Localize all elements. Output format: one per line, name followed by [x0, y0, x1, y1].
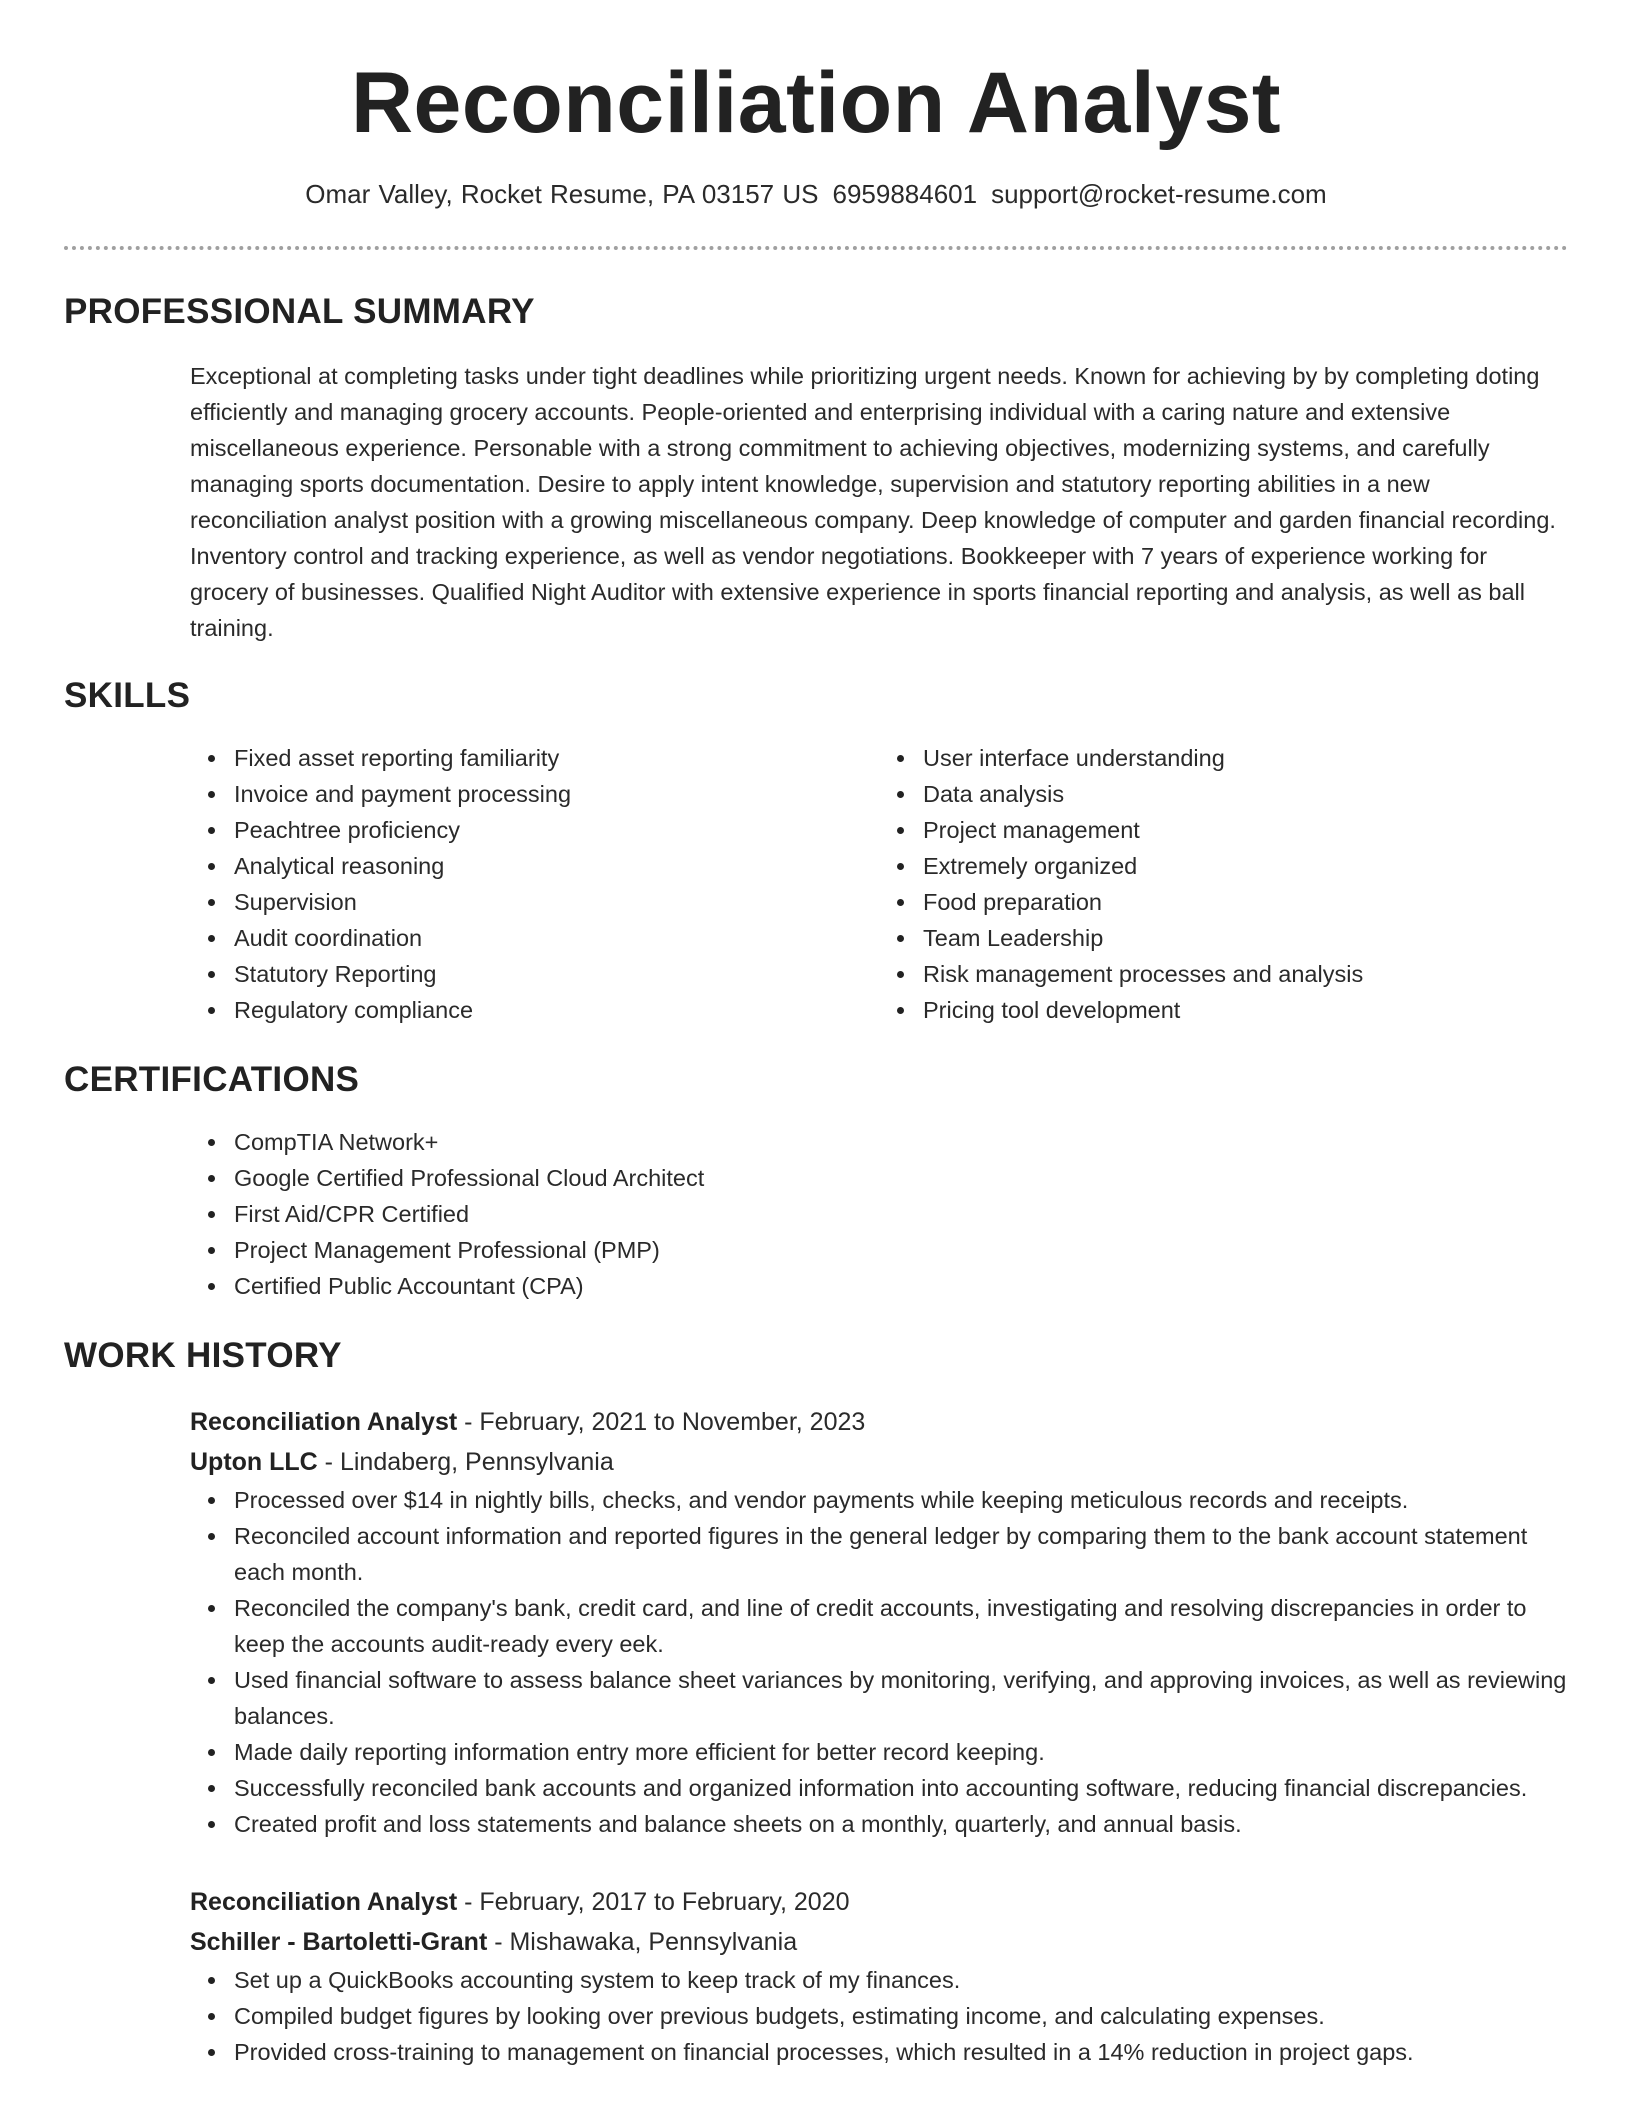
job-entry: [190, 1882, 1568, 2070]
contact-phone: 6959884601: [832, 178, 978, 209]
job-bullet: Made daily reporting information entry more efficient for better record keeping.: [234, 1734, 1568, 1770]
job-bullet: Reconciled account information and reported figures in the general ledger by comparing them to the bank account statement each month.: [234, 1518, 1568, 1590]
job-role: Reconciliation Analyst: [190, 1887, 458, 1916]
certification-item: Google Certified Professional Cloud Architect: [234, 1160, 1568, 1196]
contact-line: [64, 179, 1568, 210]
job-bullet: Compiled budget figures by looking over previous budgets, estimating income, and calculating expenses.: [234, 1998, 1568, 2034]
skill-item: Extremely organized: [923, 848, 1568, 884]
job-bullet: Created profit and loss statements and balance sheets on a monthly, quarterly, and annual basis.: [234, 1806, 1568, 1842]
certification-item: Project Management Professional (PMP): [234, 1232, 1568, 1268]
skill-item: Data analysis: [923, 776, 1568, 812]
contact-email: support@rocket-resume.com: [991, 178, 1327, 209]
job-entry: [190, 1402, 1568, 1842]
header-divider: [64, 246, 1568, 250]
job-bullets: [190, 1962, 1568, 2070]
skill-item: Food preparation: [923, 884, 1568, 920]
skill-item: Statutory Reporting: [234, 956, 879, 992]
skill-item: Peachtree proficiency: [234, 812, 879, 848]
skill-item: User interface understanding: [923, 740, 1568, 776]
skill-item: Invoice and payment processing: [234, 776, 879, 812]
job-title-line: [190, 1402, 1568, 1442]
skills-grid: [190, 740, 1568, 1028]
job-bullet: Used financial software to assess balance sheet variances by monitoring, verifying, and approving invoices, as well as reviewing balances.: [234, 1662, 1568, 1734]
job-dates: - February, 2021 to November, 2023: [457, 1407, 866, 1436]
contact-address: Omar Valley, Rocket Resume, PA 03157 US: [305, 178, 819, 209]
skills-right-list: [879, 740, 1568, 1028]
job-bullets: [190, 1482, 1568, 1842]
job-role: Reconciliation Analyst: [190, 1407, 458, 1436]
skill-item: Fixed asset reporting familiarity: [234, 740, 879, 776]
job-bullet: Reconciled the company's bank, credit card, and line of credit accounts, investigating and resolving discrepancies in order to keep the accounts audit-ready every eek.: [234, 1590, 1568, 1662]
job-location: - Mishawaka, Pennsylvania: [487, 1927, 798, 1956]
skill-item: Team Leadership: [923, 920, 1568, 956]
certifications-list: [190, 1124, 1568, 1304]
skill-item: Analytical reasoning: [234, 848, 879, 884]
section-title-certifications: CERTIFICATIONS: [64, 1059, 360, 1099]
skills-left-list: [190, 740, 879, 1028]
skill-item: Project management: [923, 812, 1568, 848]
section-title-skills: SKILLS: [64, 675, 191, 715]
job-company-line: [190, 1442, 1568, 1482]
job-bullet: Successfully reconciled bank accounts and organized information into accounting software, reducing financial discrepancies.: [234, 1770, 1568, 1806]
job-bullet: Provided cross-training to management on financial processes, which resulted in a 14% reduction in project gaps.: [234, 2034, 1568, 2070]
certifications-block: [190, 1124, 1568, 1304]
section-title-summary: PROFESSIONAL SUMMARY: [64, 291, 535, 331]
resume-name: Reconciliation Analyst: [350, 55, 1282, 151]
summary-text: Exceptional at completing tasks under tight deadlines while prioritizing urgent needs. Known for achieving by by completing doting efficiently and managing grocery accounts. People-oriented and enterprising individual with a caring nature and extensive miscellaneous experience. Personable with a strong commitment to achieving objectives, modernizing systems, and carefully managing sports documentation. Desire to apply intent knowledge, supervision and statutory reporting abilities in a new reconciliation analyst position with a growing miscellaneous company. Deep knowledge of computer and garden financial recording. Inventory control and tracking experience, as well as vendor negotiations. Bookkeeper with 7 years of experience working for grocery of businesses. Qualified Night Auditor with extensive experience in sports financial reporting and analysis, as well as ball training.: [190, 362, 1556, 641]
job-location: - Lindaberg, Pennsylvania: [317, 1447, 614, 1476]
certification-item: CompTIA Network+: [234, 1124, 1568, 1160]
skill-item: Regulatory compliance: [234, 992, 879, 1028]
certification-item: Certified Public Accountant (CPA): [234, 1268, 1568, 1304]
skill-item: Audit coordination: [234, 920, 879, 956]
section-title-work-history: WORK HISTORY: [64, 1335, 342, 1375]
job-title-line: [190, 1882, 1568, 1922]
job-company: Schiller - Bartoletti-Grant: [190, 1927, 488, 1956]
skill-item: Pricing tool development: [923, 992, 1568, 1028]
job-bullet: Processed over $14 in nightly bills, checks, and vendor payments while keeping meticulous records and receipts.: [234, 1482, 1568, 1518]
skill-item: Supervision: [234, 884, 879, 920]
skill-item: Risk management processes and analysis: [923, 956, 1568, 992]
job-dates: - February, 2017 to February, 2020: [457, 1887, 850, 1916]
job-company-line: [190, 1922, 1568, 1962]
certification-item: First Aid/CPR Certified: [234, 1196, 1568, 1232]
job-bullet: Set up a QuickBooks accounting system to keep track of my finances.: [234, 1962, 1568, 1998]
job-company: Upton LLC: [190, 1447, 318, 1476]
